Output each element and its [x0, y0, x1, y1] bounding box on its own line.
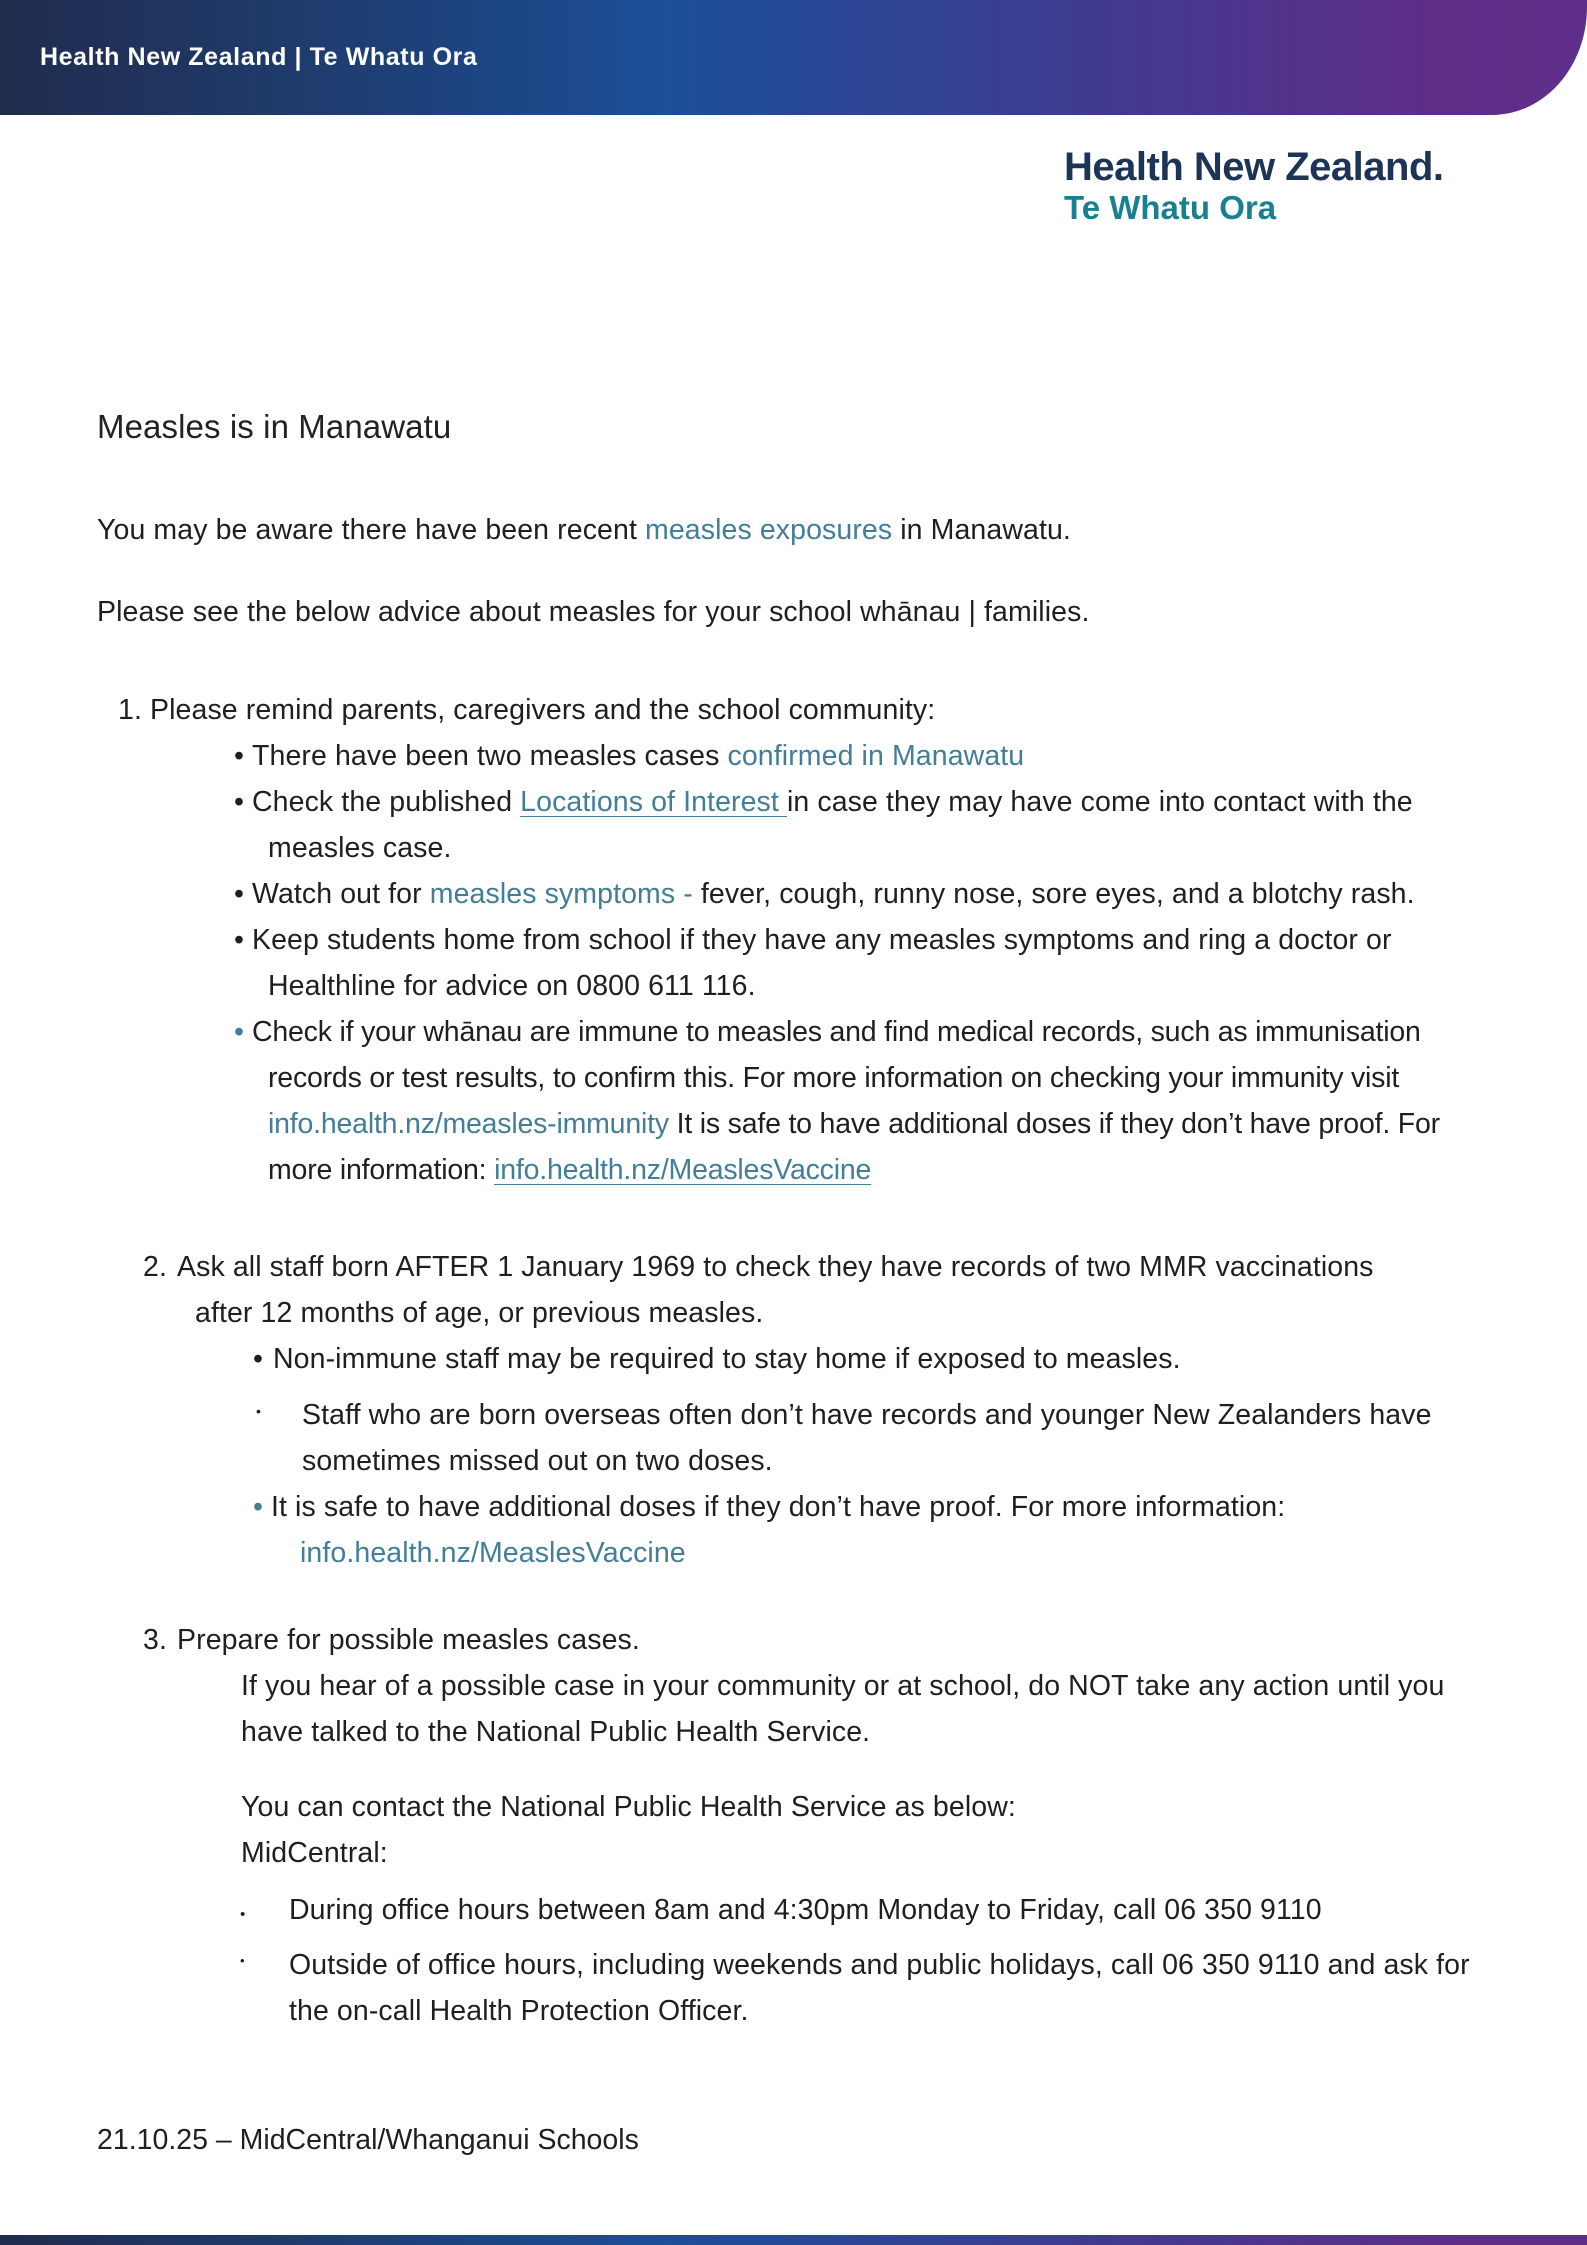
- item-3-paragraph: MidCentral:: [241, 1837, 388, 1869]
- bullet-item: [234, 779, 1491, 871]
- bullet-icon: •: [253, 1343, 264, 1375]
- item-heading-text: Please remind parents, caregivers and the school community:: [150, 694, 936, 726]
- item-number: 1.: [118, 694, 142, 726]
- item-2-heading: [143, 1244, 1435, 1336]
- bullet-text: Outside of office hours, including weekends and public holidays, call 06 350 9110 and ask for the on-call Health Protection Officer.: [289, 1949, 1470, 2027]
- bullet-icon: •: [234, 1016, 244, 1048]
- bullet-icon: •: [234, 924, 245, 956]
- bullet-icon: •: [234, 740, 245, 772]
- numbered-item-3: [143, 1617, 1491, 2034]
- page-title: Measles is in Manawatu: [97, 408, 452, 445]
- bullet-text: Check if your whānau are immune to measles and find medical records, such as immunisation records or test results, to confirm this. For more information on checking your immunity visit: [252, 1016, 1421, 1094]
- item-3-paragraph: If you hear of a possible case in your community or at school, do NOT take any action until you have talked to the National Public Health Service.: [241, 1670, 1445, 1748]
- header-gradient-bar: [0, 0, 1587, 115]
- bullet-text: Non-immune staff may be required to stay home if exposed to measles.: [273, 1343, 1181, 1375]
- intro-text: in Manawatu.: [892, 514, 1071, 546]
- header-bar-text: Health New Zealand | Te Whatu Ora: [40, 43, 478, 71]
- bullet-item: [234, 917, 1491, 1009]
- intro-paragraph-2: Please see the below advice about measles for your school whānau | families.: [97, 596, 1090, 628]
- measles-symptoms-link[interactable]: measles symptoms -: [429, 878, 693, 910]
- bullet-item: [256, 1388, 1491, 1484]
- bullet-item: [234, 733, 1491, 779]
- item-number: 3.: [143, 1624, 167, 1656]
- bullet-icon: •: [234, 878, 245, 910]
- bullet-text: in case they may have come into contact with the measles case.: [268, 786, 1413, 864]
- intro-text: You may be aware there have been recent: [97, 514, 645, 546]
- bullet-item: [240, 1938, 1491, 2034]
- bullet-item: [240, 1887, 1491, 1938]
- bullet-item: [234, 1009, 1491, 1193]
- locations-of-interest-link[interactable]: Locations of Interest: [520, 786, 787, 818]
- numbered-item-2: [143, 1244, 1491, 1576]
- item-heading-text: Ask all staff born AFTER 1 January 1969 to check they have records of two MMR vaccinations after 12 months of age, or previous measles.: [177, 1251, 1374, 1329]
- bullet-item: [253, 1336, 1491, 1382]
- bullet-text: Watch out for: [252, 878, 430, 910]
- bullet-text: Staff who are born overseas often don’t have records and younger New Zealanders have sometimes missed out on two doses.: [302, 1399, 1432, 1477]
- bullet-icon: •: [234, 786, 245, 818]
- item-1-heading: [118, 687, 1491, 733]
- bullet-text: It is safe to have additional doses if they don’t have proof. For more information:: [268, 1108, 1440, 1186]
- document-body: [97, 404, 1491, 2034]
- bullet-text: fever, cough, runny nose, sore eyes, and a blotchy rash.: [692, 878, 1415, 910]
- bullet-text: Check the published: [252, 786, 521, 818]
- item-heading-text: Prepare for possible measles cases.: [177, 1624, 640, 1656]
- footer-date-line: 21.10.25 – MidCentral/Whanganui Schools: [97, 2124, 639, 2156]
- bullet-icon: •: [240, 1906, 246, 1923]
- item-3-heading: [143, 1617, 1491, 1663]
- bullet-text: It is safe to have additional doses if they don’t have proof. For more information:: [271, 1491, 1286, 1523]
- confirmed-in-manawatu-link[interactable]: confirmed in Manawatu: [727, 740, 1025, 772]
- bullet-icon: •: [256, 1403, 262, 1419]
- measles-vaccine-link[interactable]: info.health.nz/MeaslesVaccine: [494, 1154, 872, 1186]
- logo-health-new-zealand: Health New Zealand.: [1064, 145, 1444, 189]
- logo-te-whatu-ora: Te Whatu Ora: [1064, 189, 1277, 226]
- health-nz-logo: [1064, 146, 1443, 226]
- measles-vaccine-link[interactable]: info.health.nz/MeaslesVaccine: [300, 1537, 686, 1569]
- numbered-item-1: [118, 687, 1491, 1193]
- bullet-text: There have been two measles cases: [252, 740, 728, 772]
- bullet-text: Keep students home from school if they have any measles symptoms and ring a doctor or Healthline for advice on 0800 611 116.: [252, 924, 1392, 1002]
- measles-exposures-link[interactable]: measles exposures: [644, 514, 893, 546]
- bullet-text: During office hours between 8am and 4:30pm Monday to Friday, call 06 350 9110: [289, 1894, 1322, 1926]
- bullet-icon: •: [253, 1491, 264, 1523]
- bullet-item: [253, 1484, 1491, 1576]
- bullet-item: [234, 871, 1491, 917]
- item-number: 2.: [143, 1251, 167, 1283]
- bullet-icon: •: [240, 1953, 245, 1968]
- intro-paragraph-1: [97, 507, 1491, 553]
- measles-immunity-link[interactable]: info.health.nz/measles-immunity: [268, 1108, 669, 1140]
- footer-gradient-bar: [0, 2235, 1587, 2245]
- item-3-paragraph: You can contact the National Public Health Service as below:: [241, 1791, 1016, 1823]
